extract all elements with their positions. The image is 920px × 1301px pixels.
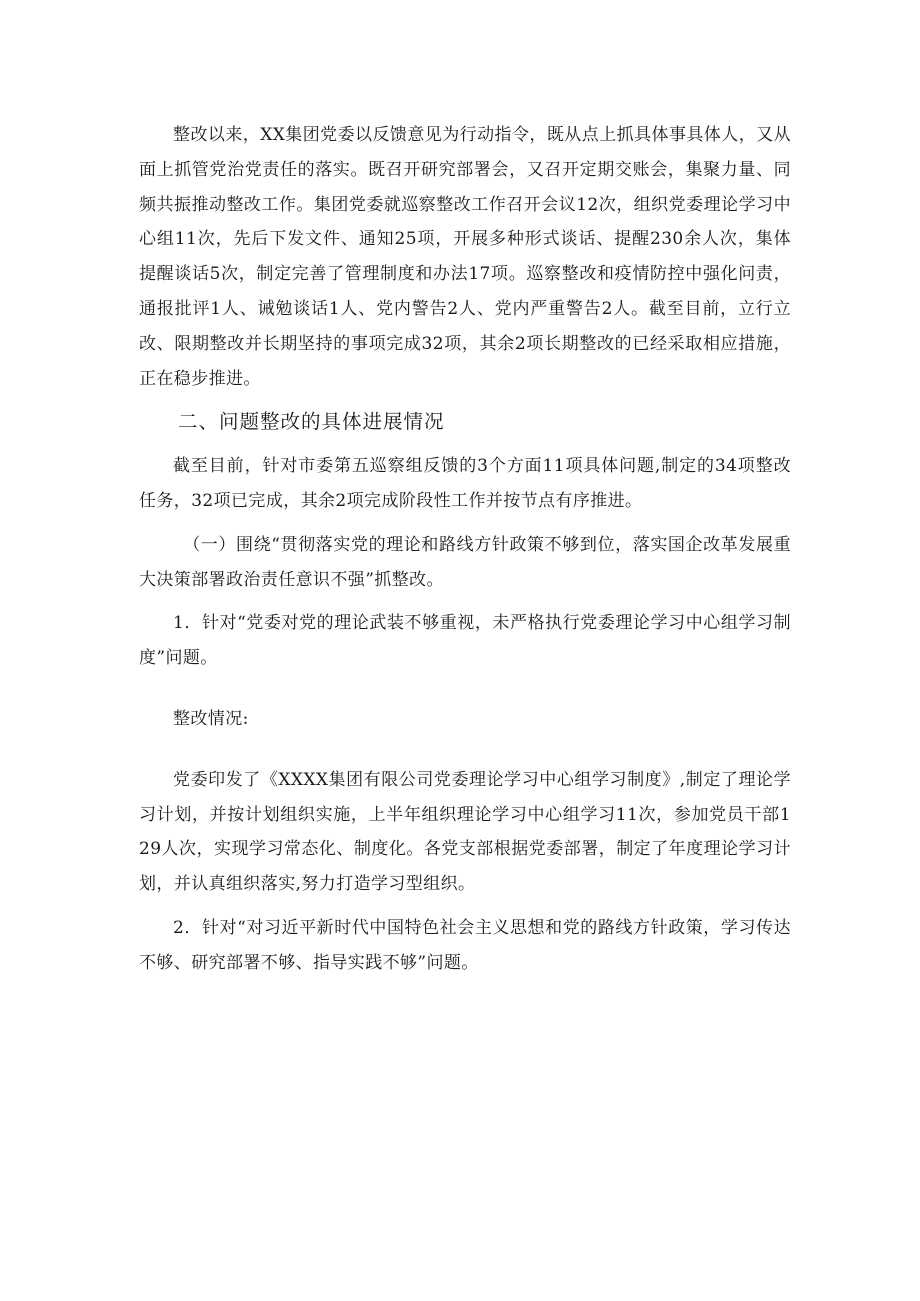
- paragraph-rectification-detail: 党委印发了《XXXX集团有限公司党委理论学习中心组学习制度》,制定了理论学习计划，并按计划组织实施，上半年组织理论学习中心组学习11次，参加党员干部129人次，实现学习常态化、制度化。各党支部根据党委部署，制定了年度理论学习计划，并认真组织落实,努力打造学习型组织。: [139, 769, 791, 895]
- paragraph-overview: 整改以来，XX集团党委以反馈意见为行动指令，既从点上抓具体事具体人，又从面上抓管党治党责任的落实。既召开研究部署会，又召开定期交账会，集聚力量、同频共振推动整改工作。集团党委就巡察整改工作召开会议12次，组织党委理论学习中心组11次，先后下发文件、通知25项，开展多种形式谈话、提醒230余人次，集体提醒谈话5次，制定完善了管理制度和办法17项。巡察整改和疫情防控中强化问责，通报批评1人、诫勉谈话1人、党内警告2人、党内严重警告2人。截至目前，立行立改、限期整改并长期坚持的事项完成32项，其余2项长期整改的已经采取相应措施，正在稳步推进。: [139, 125, 791, 389]
- issue-item-1: 1．针对“党委对党的理论武装不够重视，未严格执行党委理论学习中心组学习制度”问题。: [139, 613, 791, 669]
- subsection-heading-1: （一）围绕“贯彻落实党的理论和路线方针政策不够到位，落实国企改革发展重大决策部署政治责任意识不强”抓整改。: [139, 534, 791, 590]
- issue-item-2: 2．针对“对习近平新时代中国特色社会主义思想和党的路线方针政策，学习传达不够、研究部署不够、指导实践不够”问题。: [139, 917, 791, 973]
- section-heading-progress: 二、问题整改的具体进展情况: [178, 410, 445, 434]
- document-body: [139, 118, 791, 981]
- rectification-label: 整改情况:: [173, 708, 249, 729]
- paragraph-progress-summary: 截至目前，针对市委第五巡察组反馈的3个方面11项具体问题,制定的34项整改任务，32项已完成，其余2项完成阶段性工作并按节点有序推进。: [139, 456, 791, 511]
